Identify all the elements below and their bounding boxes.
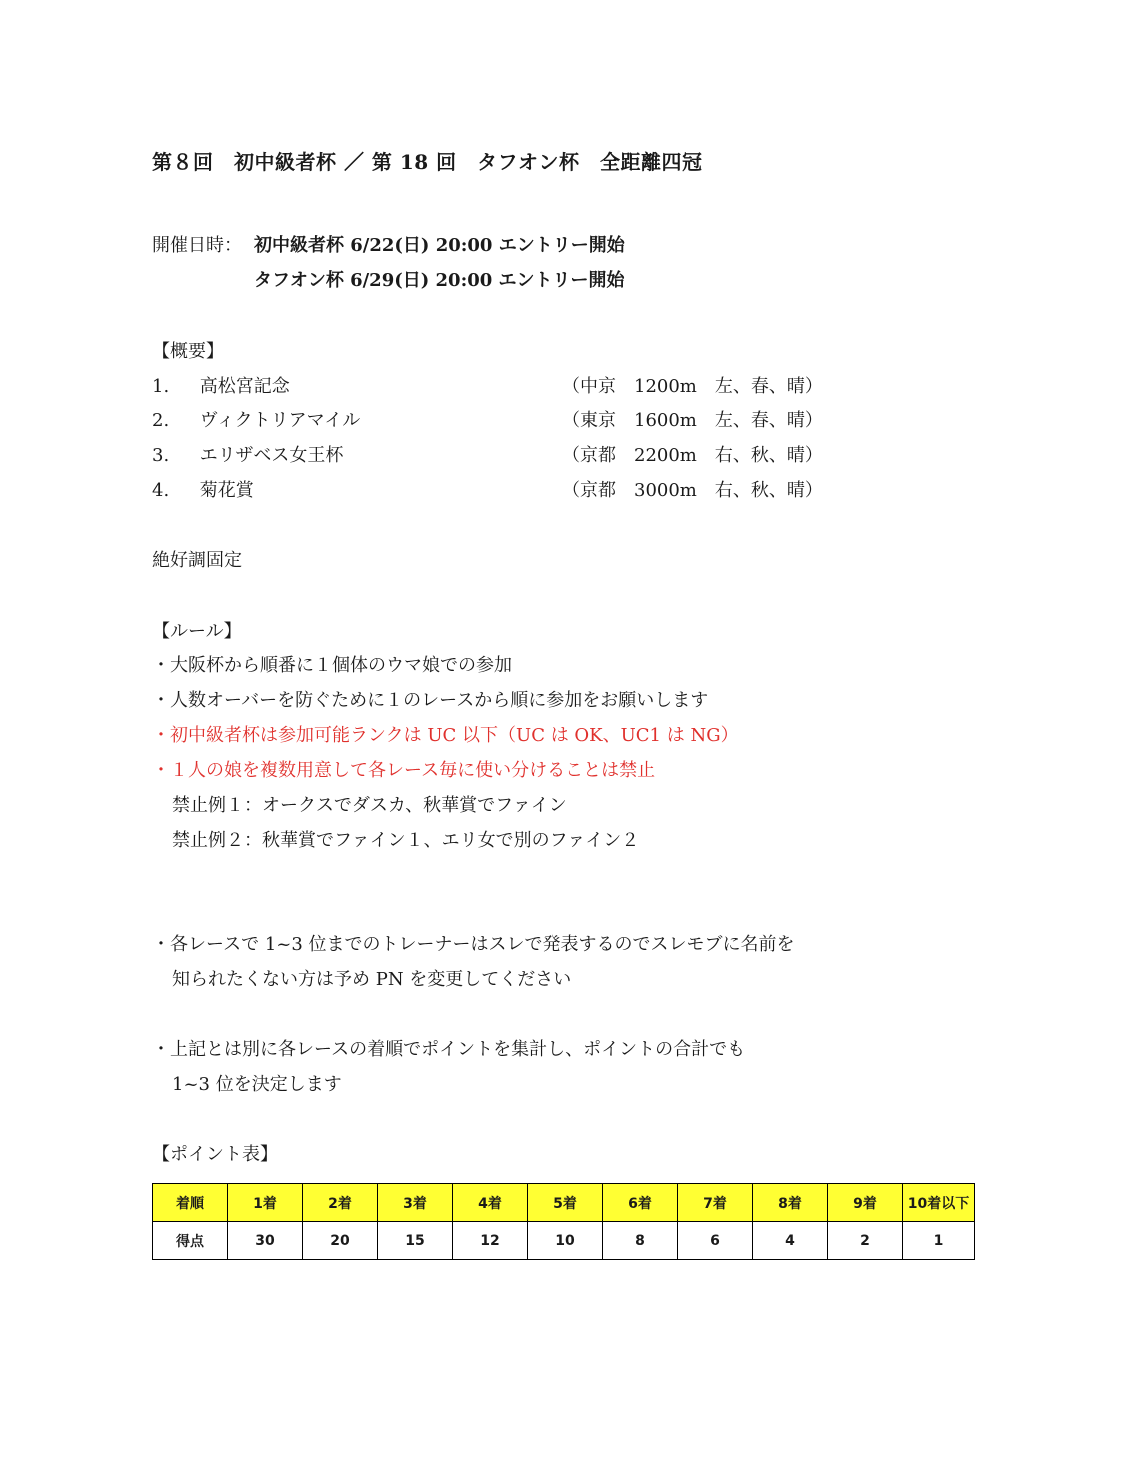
rule-item-rank: ・初中級者杯は参加可能ランクは UC 以下（UC は OK、UC1 は NG）	[152, 725, 739, 746]
race-detail-4: （京都 3000m 右、秋、晴）	[562, 480, 823, 501]
score-cell: 4	[753, 1222, 828, 1260]
score-cell: 6	[678, 1222, 753, 1260]
score-cell: 得点	[153, 1222, 228, 1260]
score-cell: 2	[828, 1222, 903, 1260]
score-cell: 15	[378, 1222, 453, 1260]
race-number: 1.	[152, 376, 170, 397]
race-name: 高松宮記念	[199, 376, 290, 397]
overview-heading: 【概要】	[152, 341, 224, 362]
points-table-score-row	[153, 1222, 975, 1260]
rule-item-2: ・人数オーバーを防ぐために１のレースから順に参加をお願いします	[152, 690, 709, 711]
race-name: ヴィクトリアマイル	[199, 410, 361, 431]
race-number: 3.	[152, 445, 170, 466]
score-cell: 10	[528, 1222, 603, 1260]
race-name: エリザベス女王杯	[199, 445, 344, 466]
header-cell: 7着	[678, 1184, 753, 1222]
prohibit-example-1: 禁止例１：オークスでダスカ、秋華賞でファイン	[172, 795, 567, 816]
announce-line-2: 知られたくない方は予め PN を変更してください	[172, 969, 572, 990]
header-cell: 着順	[153, 1184, 228, 1222]
header-cell: 8着	[753, 1184, 828, 1222]
race-number: 4.	[152, 480, 170, 501]
points-table-header-row	[153, 1184, 975, 1222]
schedule-line-1: 初中級者杯 6/22(日) 20:00 エントリー開始	[254, 235, 625, 256]
score-cell: 30	[228, 1222, 303, 1260]
score-cell: 20	[303, 1222, 378, 1260]
schedule-label: 開催日時：	[152, 235, 242, 256]
race-item-2	[152, 409, 360, 433]
rule-item-1: ・大阪杯から順番に１個体のウマ娘での参加	[152, 655, 512, 676]
points-table	[152, 1183, 975, 1260]
score-cell: 12	[453, 1222, 528, 1260]
race-item-3	[152, 444, 343, 468]
race-detail-2: （東京 1600m 左、春、晴）	[562, 410, 823, 431]
header-cell: 2着	[303, 1184, 378, 1222]
header-cell: 5着	[528, 1184, 603, 1222]
race-number: 2.	[152, 410, 170, 431]
race-detail-1: （中京 1200m 左、春、晴）	[562, 376, 823, 397]
race-item-1	[152, 375, 290, 399]
header-cell: 6着	[603, 1184, 678, 1222]
condition-note: 絶好調固定	[152, 550, 242, 571]
score-cell: 8	[603, 1222, 678, 1260]
prohibit-example-2: 禁止例２：秋華賞でファイン１、エリ女で別のファイン２	[172, 830, 640, 851]
header-cell: 9着	[828, 1184, 903, 1222]
header-cell: 1着	[228, 1184, 303, 1222]
schedule-line-2: タフオン杯 6/29(日) 20:00 エントリー開始	[254, 270, 625, 291]
announce-line-1: ・各レースで 1~3 位までのトレーナーはスレで発表するのでスレモブに名前を	[152, 934, 795, 955]
race-item-4	[152, 479, 254, 503]
rule-item-prohibit: ・１人の娘を複数用意して各レース毎に使い分けることは禁止	[152, 760, 656, 781]
header-cell: 3着	[378, 1184, 453, 1222]
score-cell: 1	[903, 1222, 975, 1260]
header-cell: 10着以下	[903, 1184, 975, 1222]
rules-heading: 【ルール】	[152, 621, 242, 642]
points-note-line-2: 1~3 位を決定します	[172, 1074, 342, 1095]
page-title: 第８回 初中級者杯 ／ 第 18 回 タフオン杯 全距離四冠	[152, 150, 703, 174]
race-detail-3: （京都 2200m 右、秋、晴）	[562, 445, 823, 466]
points-table-heading: 【ポイント表】	[152, 1144, 278, 1165]
header-cell: 4着	[453, 1184, 528, 1222]
points-note-line-1: ・上記とは別に各レースの着順でポイントを集計し、ポイントの合計でも	[152, 1039, 746, 1060]
race-name: 菊花賞	[199, 480, 254, 501]
